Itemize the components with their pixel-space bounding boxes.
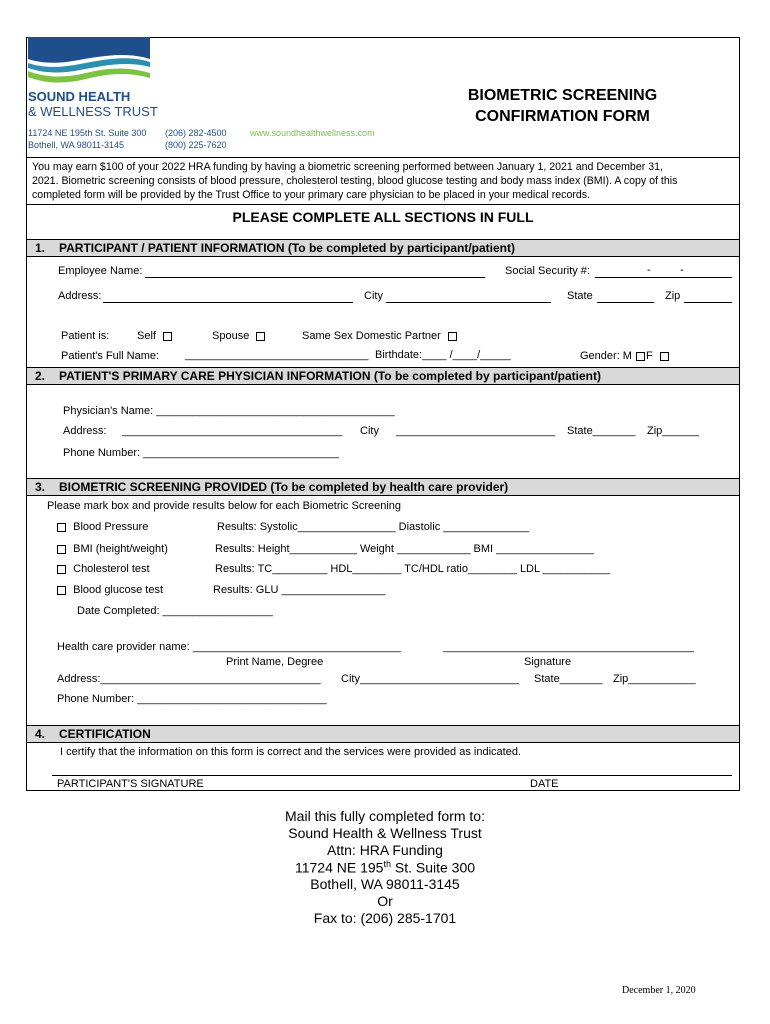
ssn-dash-2: - [680, 264, 684, 276]
ssn-dash-1: - [647, 264, 651, 276]
section2-title: PATIENT'S PRIMARY CARE PHYSICIAN INFORMATION (To be completed by participant/patient) [59, 369, 601, 383]
glucose-label: Blood glucose test [73, 584, 164, 596]
physician-name-field[interactable]: Physician's Name: _______________________________________ [63, 405, 395, 417]
provider-city-field[interactable]: City__________________________ [341, 673, 520, 685]
section2-number: 2. [35, 369, 46, 383]
physician-phone-field[interactable]: Phone Number: ________________________________ [63, 447, 339, 459]
section1-header [27, 239, 739, 257]
spouse-label: Spouse [212, 330, 250, 342]
intro-line3: completed form will be provided by the Trust Office to your primary care physician to be placed in your medical records. [32, 189, 590, 201]
physician-state-field[interactable]: State_______ [567, 425, 636, 437]
org-website[interactable]: www.soundhealthwellness.com [250, 128, 375, 138]
section3-number: 3. [35, 480, 46, 494]
mail-line4-sup: th [383, 859, 391, 869]
trust-logo [28, 37, 153, 89]
org-name-line1: SOUND HEALTH [28, 89, 131, 104]
divider [26, 204, 740, 205]
chol-checkbox[interactable] [57, 565, 66, 574]
bmi-option[interactable] [56, 543, 168, 555]
address-label: Address: [58, 290, 102, 302]
self-checkbox[interactable] [163, 332, 172, 341]
state-label: State [567, 290, 593, 302]
self-option[interactable] [137, 330, 173, 342]
zip-field[interactable] [684, 302, 732, 303]
gender-option[interactable] [580, 350, 670, 362]
same-sex-label: Same Sex Domestic Partner [302, 330, 441, 342]
chol-label: Cholesterol test [73, 563, 150, 575]
bp-checkbox[interactable] [57, 523, 66, 532]
mail-line6: Or [377, 893, 393, 909]
physician-city-label: City [360, 425, 379, 437]
city-label: City [364, 290, 383, 302]
city-field[interactable] [386, 302, 551, 303]
zip-label: Zip [665, 290, 681, 302]
section2-header [27, 367, 739, 385]
self-label: Self [137, 330, 156, 342]
intro-line1: You may earn $100 of your 2022 HRA funding by having a biometric screening performed between January 1, 2021 and December 31, [32, 161, 663, 173]
employee-name-field[interactable] [145, 277, 485, 278]
provider-name-field[interactable]: Health care provider name: __________________________________ [57, 641, 401, 653]
participant-signature-line[interactable] [52, 775, 732, 776]
provider-zip-field[interactable]: Zip___________ [613, 673, 696, 685]
divider [26, 157, 740, 158]
signature-caption: Signature [524, 656, 572, 668]
provider-address-field[interactable]: Address:____________________________________ [57, 673, 321, 685]
gender-f-checkbox[interactable] [660, 352, 669, 361]
form-title-line1: BIOMETRIC SCREENING [467, 87, 658, 104]
patient-is-label: Patient is: [61, 330, 110, 342]
physician-zip-field[interactable]: Zip______ [647, 425, 699, 437]
physician-address-label: Address: [63, 425, 107, 437]
provider-state-field[interactable]: State_______ [534, 673, 603, 685]
same-sex-option[interactable] [302, 330, 458, 342]
complete-heading: PLEASE COMPLETE ALL SECTIONS IN FULL [232, 209, 534, 225]
physician-address-field[interactable]: ____________________________________ [122, 425, 343, 437]
section3-title: BIOMETRIC SCREENING PROVIDED (To be completed by health care provider) [59, 480, 509, 494]
date-completed-field[interactable]: Date Completed: __________________ [77, 605, 273, 617]
gender-label: Gender: M [580, 350, 632, 362]
screening-instructions: Please mark box and provide results below for each Biometric Screening [47, 500, 402, 512]
intro-line2: 2021. Biometric screening consists of blood pressure, cholesterol testing, blood glucose testing and body mass index (BMI). A copy of this [32, 175, 678, 187]
full-name-label: Patient's Full Name: [61, 350, 160, 362]
glucose-results-field[interactable]: Results: GLU _________________ [213, 584, 386, 596]
logo-waves-icon [28, 37, 153, 89]
org-address-line2: Bothell, WA 98011-3145 [28, 140, 125, 150]
birthdate-field[interactable]: Birthdate:____ /____/_____ [375, 349, 511, 361]
provider-signature-field[interactable]: _________________________________________ [443, 641, 694, 653]
glucose-option[interactable] [56, 584, 163, 596]
section4-title: CERTIFICATION [59, 727, 151, 741]
bmi-results-field[interactable]: Results: Height___________ Weight ____________ BMI ________________ [215, 543, 594, 555]
spouse-checkbox[interactable] [256, 332, 265, 341]
bp-label: Blood Pressure [73, 521, 149, 533]
print-name-caption: Print Name, Degree [226, 656, 324, 668]
physician-city-field[interactable]: __________________________ [396, 425, 556, 437]
gender-f-label: F [646, 350, 653, 362]
section4-header [27, 725, 739, 743]
mail-line4 [0, 859, 770, 876]
mail-line1: Mail this fully completed form to: [285, 808, 485, 824]
certification-statement: I certify that the information on this form is correct and the services were provided as indicated. [60, 746, 521, 758]
section4-number: 4. [35, 727, 46, 741]
org-phone2: (800) 225-7620 [165, 140, 227, 150]
mail-line5: Bothell, WA 98011-3145 [310, 876, 460, 892]
full-name-field[interactable]: ______________________________ [185, 349, 369, 361]
glucose-checkbox[interactable] [57, 586, 66, 595]
bp-option[interactable] [56, 521, 148, 533]
footer-date: December 1, 2020 [622, 985, 696, 996]
section3-header [27, 478, 739, 496]
section1-number: 1. [35, 241, 46, 255]
mail-line2: Sound Health & Wellness Trust [288, 825, 482, 841]
gender-m-checkbox[interactable] [636, 352, 645, 361]
same-sex-checkbox[interactable] [448, 332, 457, 341]
mail-line4-b: St. Suite 300 [390, 859, 476, 876]
org-name-line2: & WELLNESS TRUST [28, 104, 158, 119]
employee-name-label: Employee Name: [58, 265, 143, 277]
state-field[interactable] [597, 302, 654, 303]
ssn-field[interactable] [595, 277, 732, 278]
mail-line3: Attn: HRA Funding [327, 842, 443, 858]
form-title-line2: CONFIRMATION FORM [475, 108, 650, 125]
chol-option[interactable] [56, 563, 150, 575]
chol-results-field[interactable]: Results: TC_________ HDL________ TC/HDL ratio________ LDL ___________ [215, 563, 611, 575]
bp-results-field[interactable]: Results: Systolic________________ Diastolic ______________ [217, 521, 529, 533]
participant-signature-caption: PARTICIPANT'S SIGNATURE [57, 778, 204, 790]
spouse-option[interactable] [212, 330, 266, 342]
section1-title: PARTICIPANT / PATIENT INFORMATION (To be completed by participant/patient) [59, 241, 515, 255]
date-caption: DATE [530, 778, 559, 790]
org-address-line1: 11724 NE 195th St. Suite 300 [28, 128, 147, 138]
bmi-checkbox[interactable] [57, 545, 66, 554]
address-field[interactable] [103, 302, 353, 303]
provider-phone-field[interactable]: Phone Number: _______________________________ [57, 693, 327, 705]
ssn-label: Social Security #: [505, 265, 590, 277]
org-phone1: (206) 282-4500 [165, 128, 227, 138]
mail-line4-a: 11724 NE 195 [294, 859, 384, 876]
bmi-label: BMI (height/weight) [73, 543, 168, 555]
mail-line7: Fax to: (206) 285-1701 [313, 910, 457, 926]
